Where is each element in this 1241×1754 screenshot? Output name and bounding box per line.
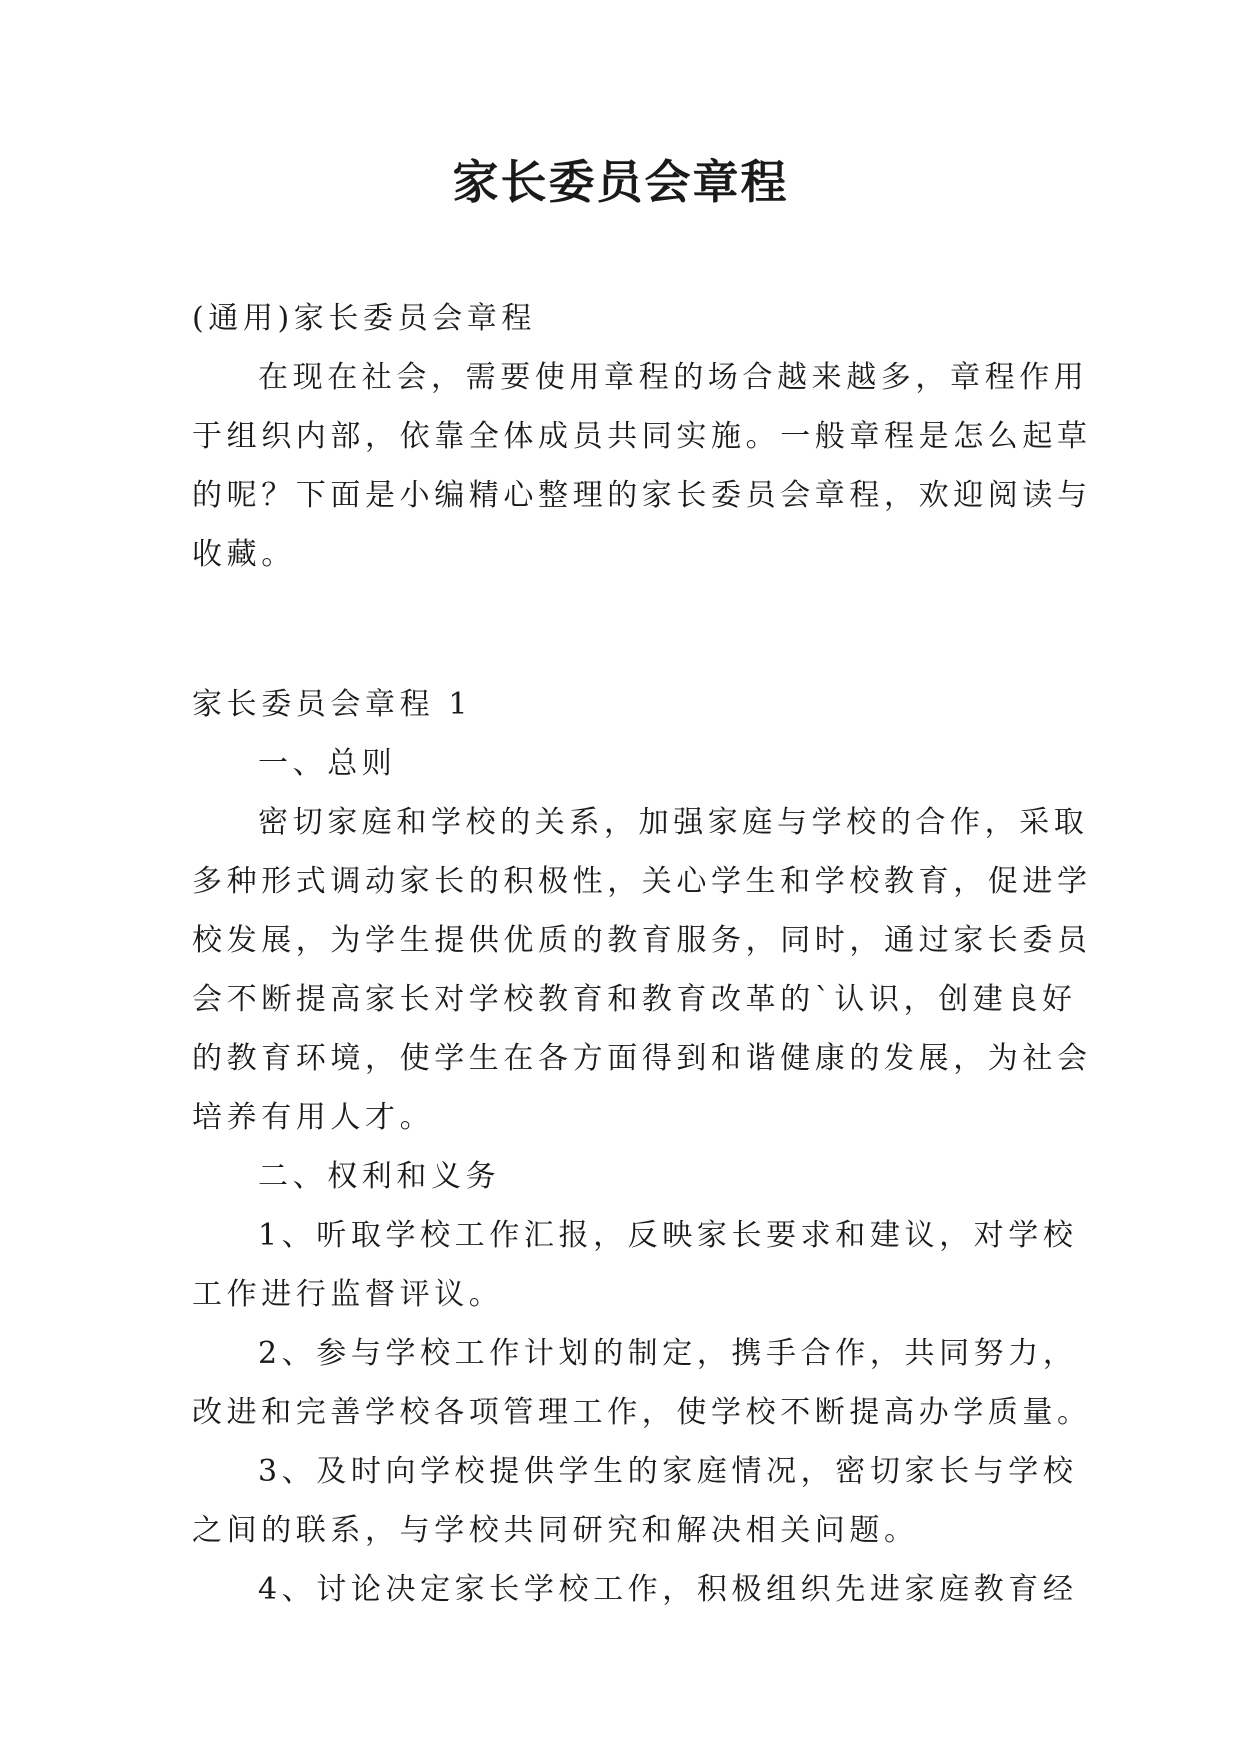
text-line: 之间的联系，与学校共同研究和解决相关问题。 [192, 1513, 919, 1548]
text-line: (通用)家长委员会章程 [192, 301, 537, 336]
text-line: 工作进行监督评议。 [192, 1277, 504, 1312]
text-line: 3、及时向学校提供学生的家庭情况，密切家长与学校 [258, 1454, 1078, 1489]
text-line: 家长委员会章程 1 [192, 687, 473, 722]
blank-line [192, 600, 1062, 659]
text-line: 4、讨论决定家长学校工作，积极组织先进家庭教育经 [258, 1572, 1078, 1607]
text-line: 密切家庭和学校的关系，加强家庭与学校的合作，采取 [258, 805, 1089, 840]
text-line: 多种形式调动家长的积极性，关心学生和学校教育，促进学 [192, 864, 1092, 899]
document-body [192, 289, 1092, 1619]
text-line: 培养有用人才。 [192, 1100, 435, 1135]
text-line: 二、权利和义务 [258, 1159, 501, 1194]
text-line: 收藏。 [192, 537, 296, 572]
text-line: 一、总则 [258, 746, 397, 781]
text-line: 的教育环境，使学生在各方面得到和谐健康的发展，为社会 [192, 1041, 1092, 1076]
text-line: 在现在社会，需要使用章程的场合越来越多，章程作用 [258, 360, 1089, 395]
text-line: 的呢？下面是小编精心整理的家长委员会章程，欢迎阅读与 [192, 478, 1092, 513]
text-line: 1、听取学校工作汇报，反映家长要求和建议，对学校 [258, 1218, 1078, 1253]
document-title: 家长委员会章程 [452, 155, 789, 209]
text-line: 校发展，为学生提供优质的教育服务，同时，通过家长委员 [192, 923, 1092, 958]
text-line: 会不断提高家长对学校教育和教育改革的`认识，创建良好 [192, 982, 1077, 1017]
text-line: 于组织内部，依靠全体成员共同实施。一般章程是怎么起草 [192, 419, 1092, 454]
text-line: 改进和完善学校各项管理工作，使学校不断提高办学质量。 [192, 1395, 1092, 1430]
text-line: 2、参与学校工作计划的制定，携手合作，共同努力， [258, 1336, 1078, 1371]
